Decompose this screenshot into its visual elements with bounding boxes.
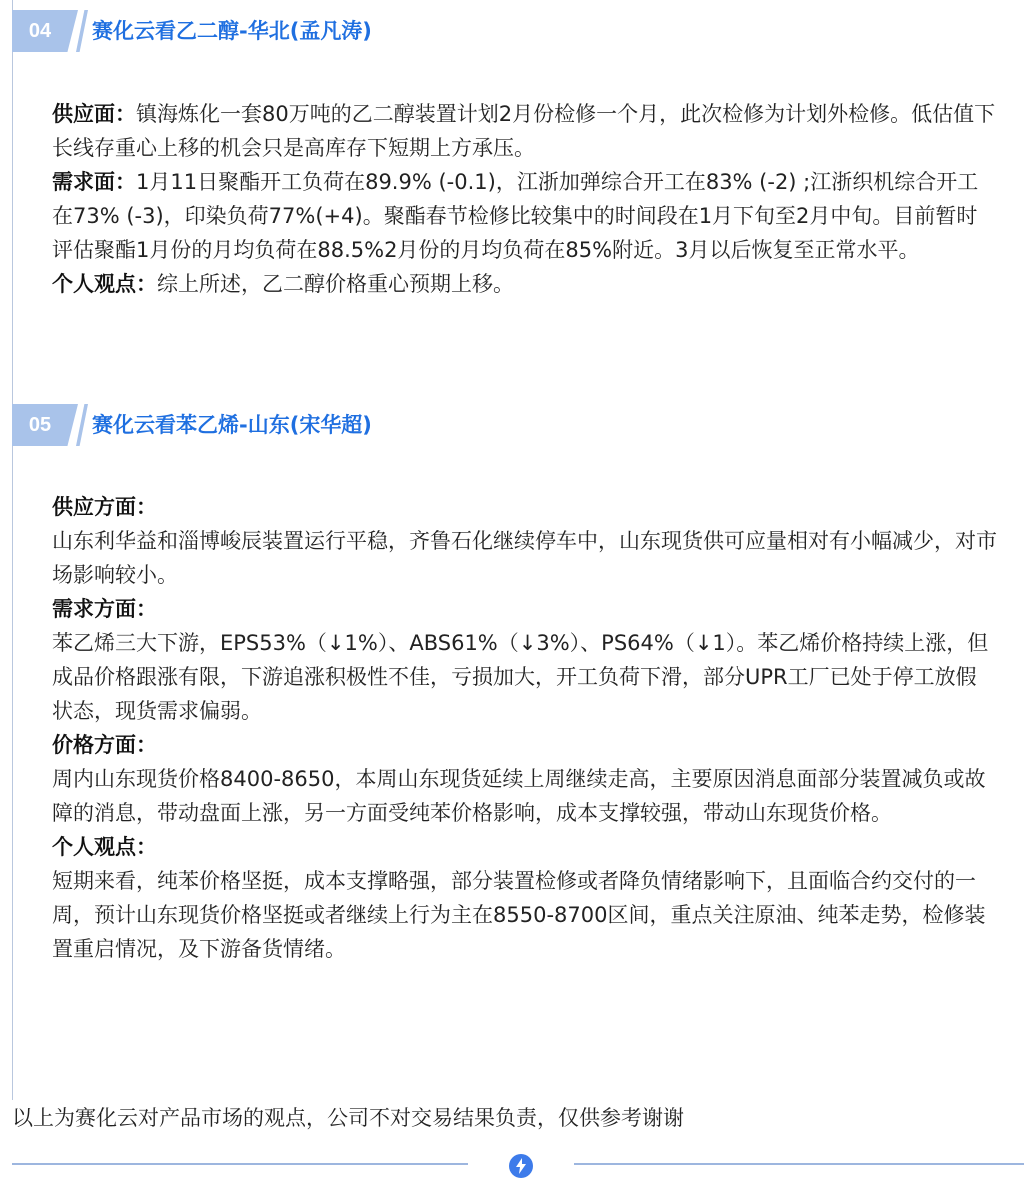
lightning-icon <box>509 1154 533 1178</box>
block-supply <box>52 490 997 592</box>
paragraph-label: 需求面： <box>52 170 136 194</box>
section-04-header <box>12 10 612 52</box>
block-demand <box>52 592 997 728</box>
block-text: 苯乙烯三大下游，EPS53%（↓1%）、ABS61%（↓3%）、PS64%（↓1）。苯乙烯价格持续上涨，但成品价格跟涨有限，下游追涨积极性不佳，亏损加大，开工负荷下滑，部分UPR工厂已处于停工放假状态，现货需求偏弱。 <box>52 631 989 723</box>
block-text: 周内山东现货价格8400-8650，本周山东现货延续上周继续走高，主要原因消息面部分装置减负或故障的消息，带动盘面上涨，另一方面受纯苯价格影响，成本支撑较强，带动山东现货价格。 <box>52 767 986 825</box>
section-04-body <box>52 97 997 301</box>
section-number: 05 <box>28 414 52 436</box>
block-price <box>52 728 997 830</box>
section-number: 04 <box>28 20 52 42</box>
section-05-body <box>52 490 997 966</box>
paragraph-text: 镇海炼化一套80万吨的乙二醇装置计划2月份检修一个月，此次检修为计划外检修。低估值下长线存重心上移的机会只是高库存下短期上方承压。 <box>52 102 996 160</box>
badge-slash-decoration <box>76 404 88 446</box>
paragraph-opinion <box>52 267 997 301</box>
paragraph-supply <box>52 97 997 165</box>
divider-line-left <box>12 1163 468 1165</box>
paragraph-text: 1月11日聚酯开工负荷在89.9% (-0.1)，江浙加弹综合开工在83% (-2) ;江浙织机综合开工在73% (-3)，印染负荷77%(+4)。聚酯春节检修比较集中的时间段在1月下旬至2月中旬。目前暂时评估聚酯1月份的月均负荷在88.5%2月份的月均负荷在85%附近。3月以后恢复至正常水平。 <box>52 170 979 262</box>
block-text: 短期来看，纯苯价格坚挺，成本支撑略强，部分装置检修或者降负情绪影响下，且面临合约交付的一周，预计山东现货价格坚挺或者继续上行为主在8550-8700区间，重点关注原油、纯苯走势，检修装置重启情况，及下游备货情绪。 <box>52 869 986 961</box>
disclaimer-note: 以上为赛化云对产品市场的观点，公司不对交易结果负责，仅供参考谢谢 <box>12 1106 684 1130</box>
left-border-rule <box>12 0 13 1100</box>
section-05-header <box>12 404 612 446</box>
block-text: 山东利华益和淄博峻辰装置运行平稳，齐鲁石化继续停车中，山东现货供可应量相对有小幅减少，对市场影响较小。 <box>52 529 997 587</box>
block-heading: 需求方面： <box>52 597 157 621</box>
block-heading: 个人观点： <box>52 835 157 859</box>
block-opinion <box>52 830 997 966</box>
divider-line-right <box>574 1163 1024 1165</box>
badge-slash-decoration <box>76 10 88 52</box>
block-heading: 价格方面： <box>52 733 157 757</box>
paragraph-label: 供应面： <box>52 102 136 126</box>
block-heading: 供应方面： <box>52 495 157 519</box>
section-title: 赛化云看乙二醇-华北(孟凡涛) <box>92 19 372 43</box>
paragraph-label: 个人观点： <box>52 272 157 296</box>
paragraph-demand <box>52 165 997 267</box>
section-title: 赛化云看苯乙烯-山东(宋华超) <box>92 413 372 437</box>
paragraph-text: 综上所述，乙二醇价格重心预期上移。 <box>157 272 514 296</box>
